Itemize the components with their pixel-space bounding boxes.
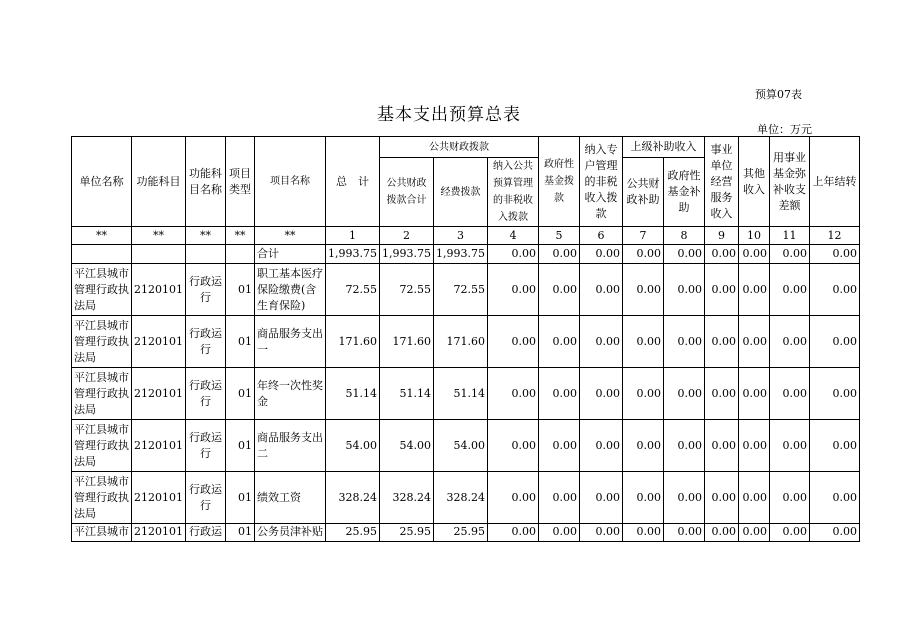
value-cell: 0.00 xyxy=(704,524,738,542)
empty-cell xyxy=(132,245,186,264)
value-cell: 171.60 xyxy=(433,316,487,368)
value-cell: 0.00 xyxy=(769,524,809,542)
value-cell: 0.00 xyxy=(579,472,622,524)
total-value: 0.00 xyxy=(809,245,859,264)
value-cell: 54.00 xyxy=(433,420,487,472)
header-us-public: 公共财政补助 xyxy=(622,158,663,227)
value-cell: 0.00 xyxy=(769,316,809,368)
unit-label: 单位：万元 xyxy=(757,123,812,136)
value-cell: 25.95 xyxy=(433,524,487,542)
star-cell: ** xyxy=(226,227,255,245)
header-pf-total: 公共财政拨款合计 xyxy=(380,158,434,227)
total-value: 1,993.75 xyxy=(380,245,434,264)
budget-table xyxy=(71,136,860,542)
header-us-fund: 政府性基金补助 xyxy=(663,158,704,227)
value-cell: 25.95 xyxy=(380,524,434,542)
value-cell: 0.00 xyxy=(704,472,738,524)
star-cell: ** xyxy=(132,227,186,245)
total-label: 合计 xyxy=(255,245,326,264)
func-code-cell: 2120101 xyxy=(132,316,186,368)
total-value: 1,993.75 xyxy=(433,245,487,264)
star-cell: ** xyxy=(72,227,132,245)
total-value: 0.00 xyxy=(704,245,738,264)
total-row xyxy=(72,245,860,264)
value-cell: 0.00 xyxy=(663,524,704,542)
index-cell: 5 xyxy=(538,227,579,245)
value-cell: 0.00 xyxy=(622,316,663,368)
index-cell: 9 xyxy=(704,227,738,245)
value-cell: 0.00 xyxy=(487,472,538,524)
header-func-code: 功能科目 xyxy=(132,137,186,227)
table-row xyxy=(72,472,860,524)
item-name-cell: 商品服务支出一 xyxy=(255,316,326,368)
value-cell: 0.00 xyxy=(769,368,809,420)
table-row xyxy=(72,368,860,420)
unit-name-cell: 平江县城市管理行政执法局 xyxy=(72,316,132,368)
value-cell: 0.00 xyxy=(663,368,704,420)
value-cell: 0.00 xyxy=(487,264,538,316)
total-value: 0.00 xyxy=(487,245,538,264)
index-cell: 6 xyxy=(579,227,622,245)
value-cell: 171.60 xyxy=(326,316,380,368)
header-gov-fund: 政府性基金拨款 xyxy=(538,137,579,227)
index-cell: 7 xyxy=(622,227,663,245)
value-cell: 0.00 xyxy=(538,316,579,368)
value-cell: 0.00 xyxy=(579,368,622,420)
value-cell: 0.00 xyxy=(622,368,663,420)
item-type-cell: 01 xyxy=(226,316,255,368)
value-cell: 0.00 xyxy=(622,472,663,524)
func-name-cell: 行政运行 xyxy=(186,368,226,420)
value-cell: 0.00 xyxy=(579,420,622,472)
table-row xyxy=(72,420,860,472)
value-cell: 0.00 xyxy=(622,524,663,542)
item-type-cell: 01 xyxy=(226,264,255,316)
item-type-cell: 01 xyxy=(226,524,255,542)
value-cell: 72.55 xyxy=(326,264,380,316)
value-cell: 25.95 xyxy=(326,524,380,542)
func-name-cell: 行政运行 xyxy=(186,264,226,316)
value-cell: 0.00 xyxy=(704,264,738,316)
index-cell: 11 xyxy=(769,227,809,245)
table-row xyxy=(72,316,860,368)
header-item-type: 项目类型 xyxy=(226,137,255,227)
unit-name-cell: 平江县城市管理行政执法局 xyxy=(72,472,132,524)
func-code-cell: 2120101 xyxy=(132,420,186,472)
header-prev-balance: 上年结转 xyxy=(809,137,859,227)
value-cell: 0.00 xyxy=(538,524,579,542)
total-value: 0.00 xyxy=(622,245,663,264)
value-cell: 0.00 xyxy=(663,420,704,472)
unit-name-cell: 平江县城市管理行政执法局 xyxy=(72,368,132,420)
item-name-cell: 年终一次性奖金 xyxy=(255,368,326,420)
value-cell: 0.00 xyxy=(809,316,859,368)
value-cell: 328.24 xyxy=(380,472,434,524)
func-name-cell: 行政运行 xyxy=(186,316,226,368)
table-row xyxy=(72,524,860,542)
value-cell: 0.00 xyxy=(538,472,579,524)
func-code-cell: 2120101 xyxy=(132,524,186,542)
value-cell: 0.00 xyxy=(809,524,859,542)
total-value: 0.00 xyxy=(663,245,704,264)
value-cell: 0.00 xyxy=(809,368,859,420)
item-name-cell: 商品服务支出二 xyxy=(255,420,326,472)
func-name-cell: 行政运 xyxy=(186,524,226,542)
value-cell: 0.00 xyxy=(704,420,738,472)
index-cell: 10 xyxy=(738,227,769,245)
total-value: 1,993.75 xyxy=(326,245,380,264)
value-cell: 0.00 xyxy=(538,368,579,420)
value-cell: 0.00 xyxy=(809,472,859,524)
value-cell: 171.60 xyxy=(380,316,434,368)
header-special-nontax: 纳入专户管理的非税收入拨款 xyxy=(579,137,622,227)
value-cell: 0.00 xyxy=(487,368,538,420)
total-value: 0.00 xyxy=(738,245,769,264)
header-upper-subsidy: 上级补助收入 xyxy=(622,137,704,158)
value-cell: 0.00 xyxy=(579,316,622,368)
func-name-cell: 行政运行 xyxy=(186,472,226,524)
table-body xyxy=(72,245,860,542)
value-cell: 51.14 xyxy=(433,368,487,420)
header-unit-name: 单位名称 xyxy=(72,137,132,227)
value-cell: 0.00 xyxy=(738,264,769,316)
total-value: 0.00 xyxy=(769,245,809,264)
index-cell: 2 xyxy=(380,227,434,245)
value-cell: 0.00 xyxy=(738,316,769,368)
value-cell: 0.00 xyxy=(579,524,622,542)
total-value: 0.00 xyxy=(579,245,622,264)
header-other-income: 其他收入 xyxy=(738,137,769,227)
empty-cell xyxy=(72,245,132,264)
form-number: 预算07表 xyxy=(755,88,802,101)
value-cell: 72.55 xyxy=(380,264,434,316)
header-func-name: 功能科目名称 xyxy=(186,137,226,227)
value-cell: 0.00 xyxy=(738,472,769,524)
func-name-cell: 行政运行 xyxy=(186,420,226,472)
func-code-cell: 2120101 xyxy=(132,368,186,420)
value-cell: 0.00 xyxy=(487,524,538,542)
value-cell: 328.24 xyxy=(326,472,380,524)
value-cell: 0.00 xyxy=(769,420,809,472)
value-cell: 328.24 xyxy=(433,472,487,524)
value-cell: 0.00 xyxy=(579,264,622,316)
value-cell: 0.00 xyxy=(809,420,859,472)
value-cell: 0.00 xyxy=(487,420,538,472)
item-name-cell: 绩效工资 xyxy=(255,472,326,524)
header-fund-gap: 用事业基金弥补收支差额 xyxy=(769,137,809,227)
index-cell: 3 xyxy=(433,227,487,245)
value-cell: 0.00 xyxy=(704,316,738,368)
value-cell: 72.55 xyxy=(433,264,487,316)
value-cell: 0.00 xyxy=(704,368,738,420)
table-row xyxy=(72,264,860,316)
header-pf-nontax: 纳入公共预算管理的非税收入拨款 xyxy=(487,158,538,227)
value-cell: 54.00 xyxy=(380,420,434,472)
star-cell: ** xyxy=(255,227,326,245)
star-cell: ** xyxy=(186,227,226,245)
header-pf-expense: 经费拨款 xyxy=(433,158,487,227)
func-code-cell: 2120101 xyxy=(132,472,186,524)
value-cell: 0.00 xyxy=(769,264,809,316)
empty-cell xyxy=(226,245,255,264)
index-cell: 8 xyxy=(663,227,704,245)
unit-name-cell: 平江县城市管理行政执法局 xyxy=(72,264,132,316)
table-header xyxy=(72,137,860,245)
value-cell: 0.00 xyxy=(809,264,859,316)
value-cell: 0.00 xyxy=(622,264,663,316)
value-cell: 0.00 xyxy=(663,264,704,316)
header-public-finance: 公共财政拨款 xyxy=(380,137,539,158)
value-cell: 0.00 xyxy=(738,524,769,542)
item-type-cell: 01 xyxy=(226,368,255,420)
index-cell: 12 xyxy=(809,227,859,245)
item-name-cell: 公务员津补贴 xyxy=(255,524,326,542)
value-cell: 54.00 xyxy=(326,420,380,472)
index-cell: 4 xyxy=(487,227,538,245)
unit-name-cell: 平江县城市管理行政执法局 xyxy=(72,420,132,472)
func-code-cell: 2120101 xyxy=(132,264,186,316)
value-cell: 0.00 xyxy=(663,472,704,524)
star-row xyxy=(72,227,860,245)
value-cell: 0.00 xyxy=(738,368,769,420)
page-title: 基本支出预算总表 xyxy=(377,105,521,125)
total-value: 0.00 xyxy=(538,245,579,264)
item-name-cell: 职工基本医疗保险缴费(含生育保险) xyxy=(255,264,326,316)
value-cell: 0.00 xyxy=(622,420,663,472)
value-cell: 0.00 xyxy=(738,420,769,472)
value-cell: 0.00 xyxy=(769,472,809,524)
value-cell: 51.14 xyxy=(380,368,434,420)
header-total: 总 计 xyxy=(326,137,380,227)
unit-name-cell: 平江县城市 xyxy=(72,524,132,542)
value-cell: 0.00 xyxy=(538,420,579,472)
item-type-cell: 01 xyxy=(226,472,255,524)
value-cell: 0.00 xyxy=(487,316,538,368)
item-type-cell: 01 xyxy=(226,420,255,472)
value-cell: 51.14 xyxy=(326,368,380,420)
value-cell: 0.00 xyxy=(538,264,579,316)
index-cell: 1 xyxy=(326,227,380,245)
value-cell: 0.00 xyxy=(663,316,704,368)
header-business-income: 事业单位经营服务收入 xyxy=(704,137,738,227)
empty-cell xyxy=(186,245,226,264)
header-item-name: 项目名称 xyxy=(255,137,326,227)
